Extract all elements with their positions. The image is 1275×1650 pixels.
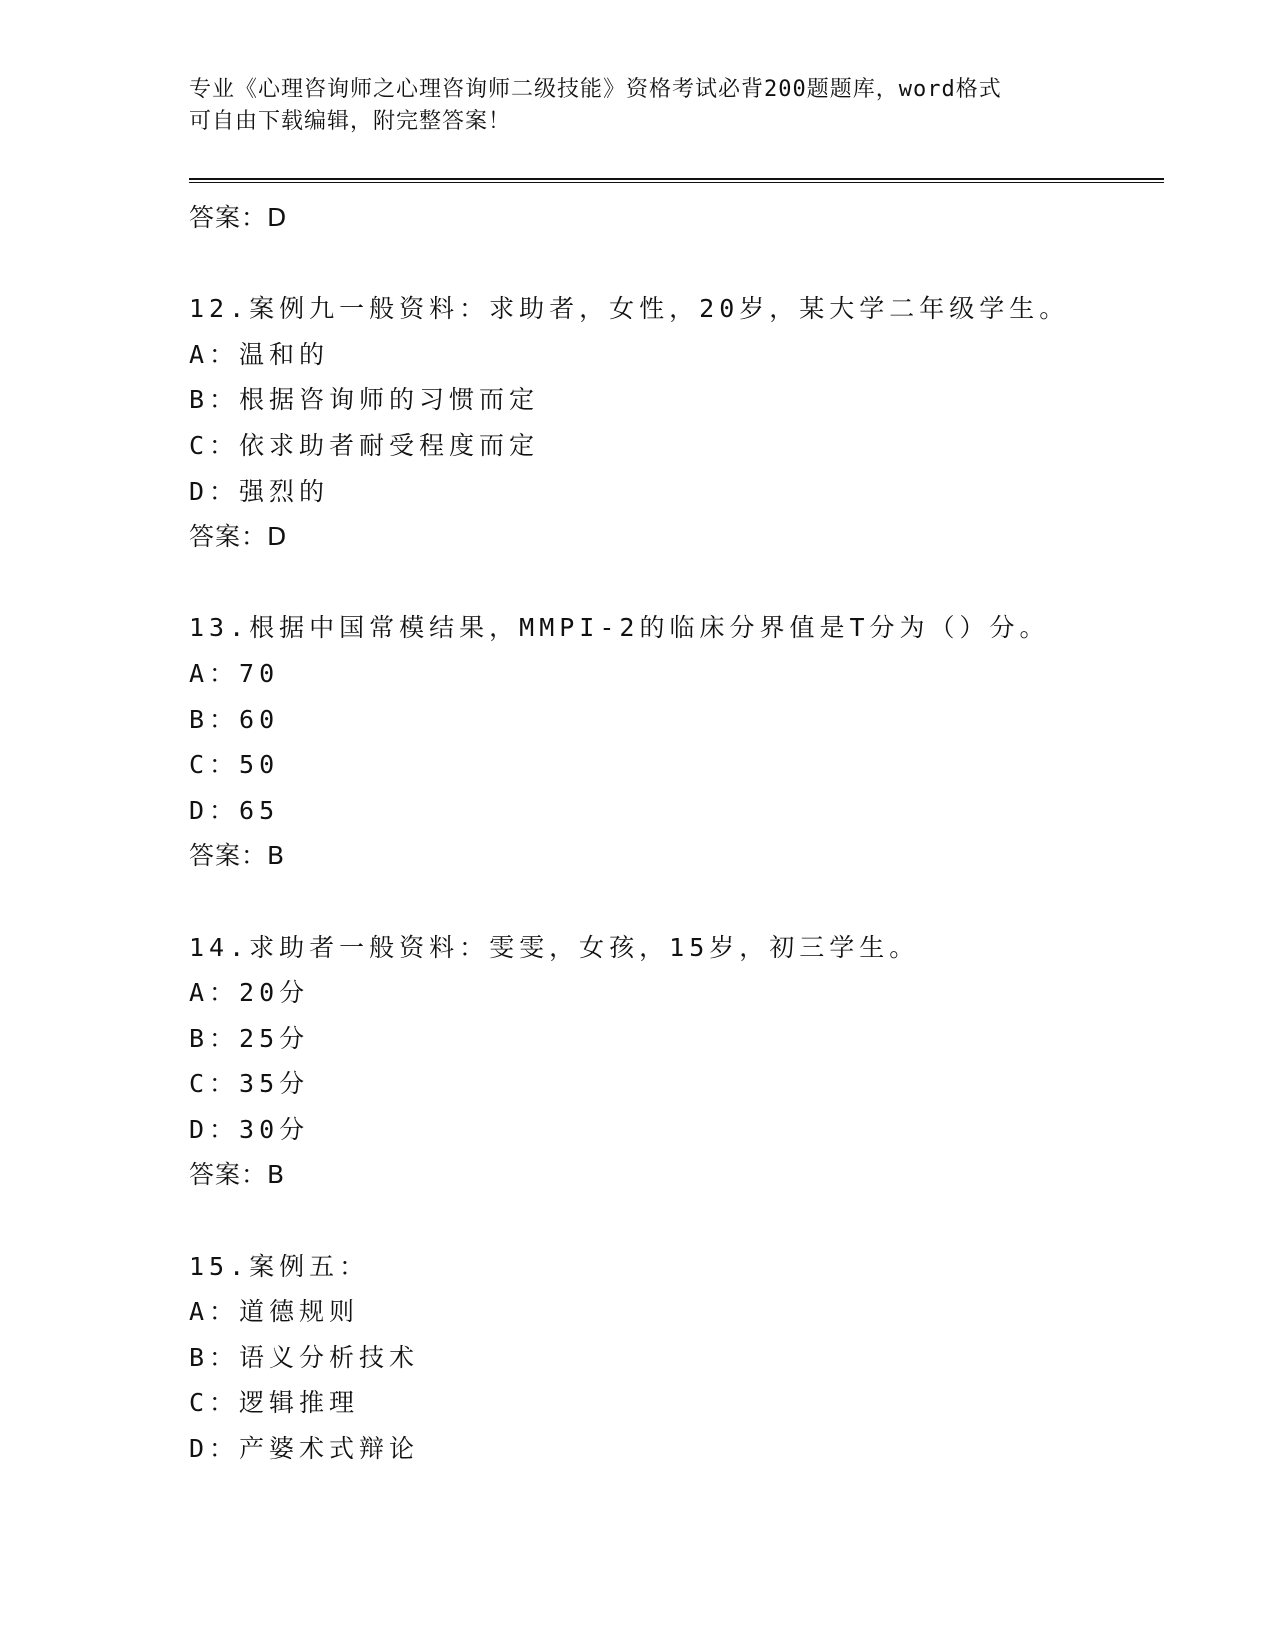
question-stem: 14.求助者一般资料：雯雯，女孩，15岁，初三学生。 [189,932,920,962]
question-12 [189,286,1164,560]
option-b: B：60 [189,704,280,734]
answer-line: 答案：B [189,841,286,871]
option-a: A：70 [189,658,280,688]
option-c: C：依求助者耐受程度而定 [189,430,540,460]
header-divider [189,178,1164,183]
answer-line: 答案：B [189,1160,286,1190]
answer-line: 答案：D [189,203,288,232]
question-13 [189,605,1164,879]
option-c: C：逻辑推理 [189,1388,360,1418]
question-15 [189,1244,1164,1472]
option-a: A：温和的 [189,339,330,369]
header-line-1: 专业《心理咨询师之心理咨询师二级技能》资格考试必背200题题库，word格式 [189,77,1002,102]
question-list [189,195,1164,1472]
option-d: D：产婆术式辩论 [189,1434,420,1464]
option-a: A：道德规则 [189,1297,360,1327]
option-b: B：语义分析技术 [189,1342,420,1372]
option-d: D：强烈的 [189,476,330,506]
option-d: D：30分 [189,1114,310,1144]
option-d: D：65 [189,795,280,825]
question-stem: 13.根据中国常模结果，MMPI-2的临床分界值是T分为（）分。 [189,613,1050,643]
option-c: C：50 [189,750,280,780]
question-stem: 15.案例五： [189,1251,370,1281]
question-14 [189,925,1164,1199]
option-a: A：20分 [189,978,310,1008]
page-header [189,74,1089,138]
option-c: C：35分 [189,1069,310,1099]
option-b: B：根据咨询师的习惯而定 [189,385,540,415]
question-stem: 12.案例九一般资料：求助者，女性，20岁，某大学二年级学生。 [189,294,1070,324]
option-b: B：25分 [189,1023,310,1053]
header-line-2: 可自由下载编辑，附完整答案！ [189,109,512,134]
answer-line: 答案：D [189,522,288,552]
